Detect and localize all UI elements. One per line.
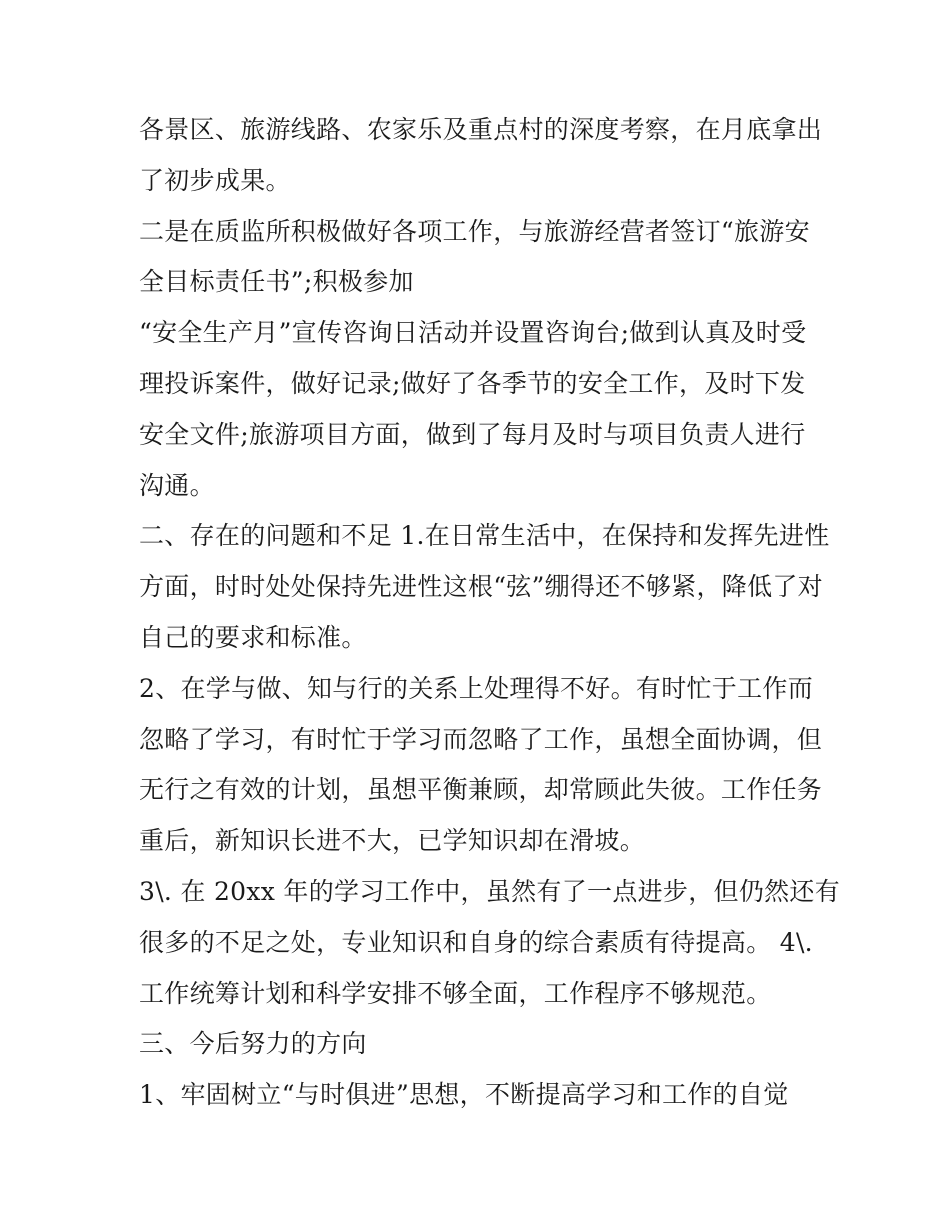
text-line: 全目标责任书”;积极参加 (139, 267, 414, 297)
text-line: 沟通。 (139, 470, 215, 500)
text-line: 理投诉案件，做好记录;做好了各季节的安全工作，及时下发 (139, 368, 806, 398)
text-line: 安全文件;旅游项目方面，做到了每月及时与项目负责人进行 (139, 419, 806, 449)
text-line: 很多的不足之处，专业知识和自身的综合素质有待提高。 4\. (139, 927, 813, 957)
document-body (139, 105, 841, 1121)
section-heading-line: 三、今后努力的方向 (139, 1029, 367, 1059)
text-line: 3\. 在 20xx 年的学习工作中，虽然有了一点进步，但仍然还有 (139, 876, 841, 906)
section-heading-line: 二、存在的问题和不足 1.在日常生活中，在保持和发挥先进性 (139, 521, 830, 551)
text-line: 各景区、旅游线路、农家乐及重点村的深度考察，在月底拿出 (139, 115, 823, 144)
text-line: 方面，时时处处保持先进性这根“弦”绷得还不够紧，降低了对 (139, 572, 823, 602)
text-line: 了初步成果。 (139, 165, 291, 195)
text-line: 1、牢固树立“与时俱进”思想，不断提高学习和工作的自觉 (139, 1080, 789, 1110)
text-line: 忽略了学习，有时忙于学习而忽略了工作，虽想全面协调，但 (139, 724, 823, 754)
text-line: 自己的要求和标准。 (139, 622, 367, 652)
text-line: 2、在学与做、知与行的关系上处理得不好。有时忙于工作而 (139, 673, 814, 703)
text-line: “安全生产月”宣传咨询日活动并设置咨询台;做到认真及时受 (139, 318, 807, 348)
text-line: 工作统筹计划和科学安排不够全面，工作程序不够规范。 (139, 978, 772, 1008)
text-line: 二是在质监所积极做好各项工作，与旅游经营者签订“旅游安 (139, 216, 810, 246)
text-line: 无行之有效的计划，虽想平衡兼顾，却常顾此失彼。工作任务 (139, 775, 823, 805)
text-line: 重后，新知识长进不大，已学知识却在滑坡。 (139, 826, 646, 856)
